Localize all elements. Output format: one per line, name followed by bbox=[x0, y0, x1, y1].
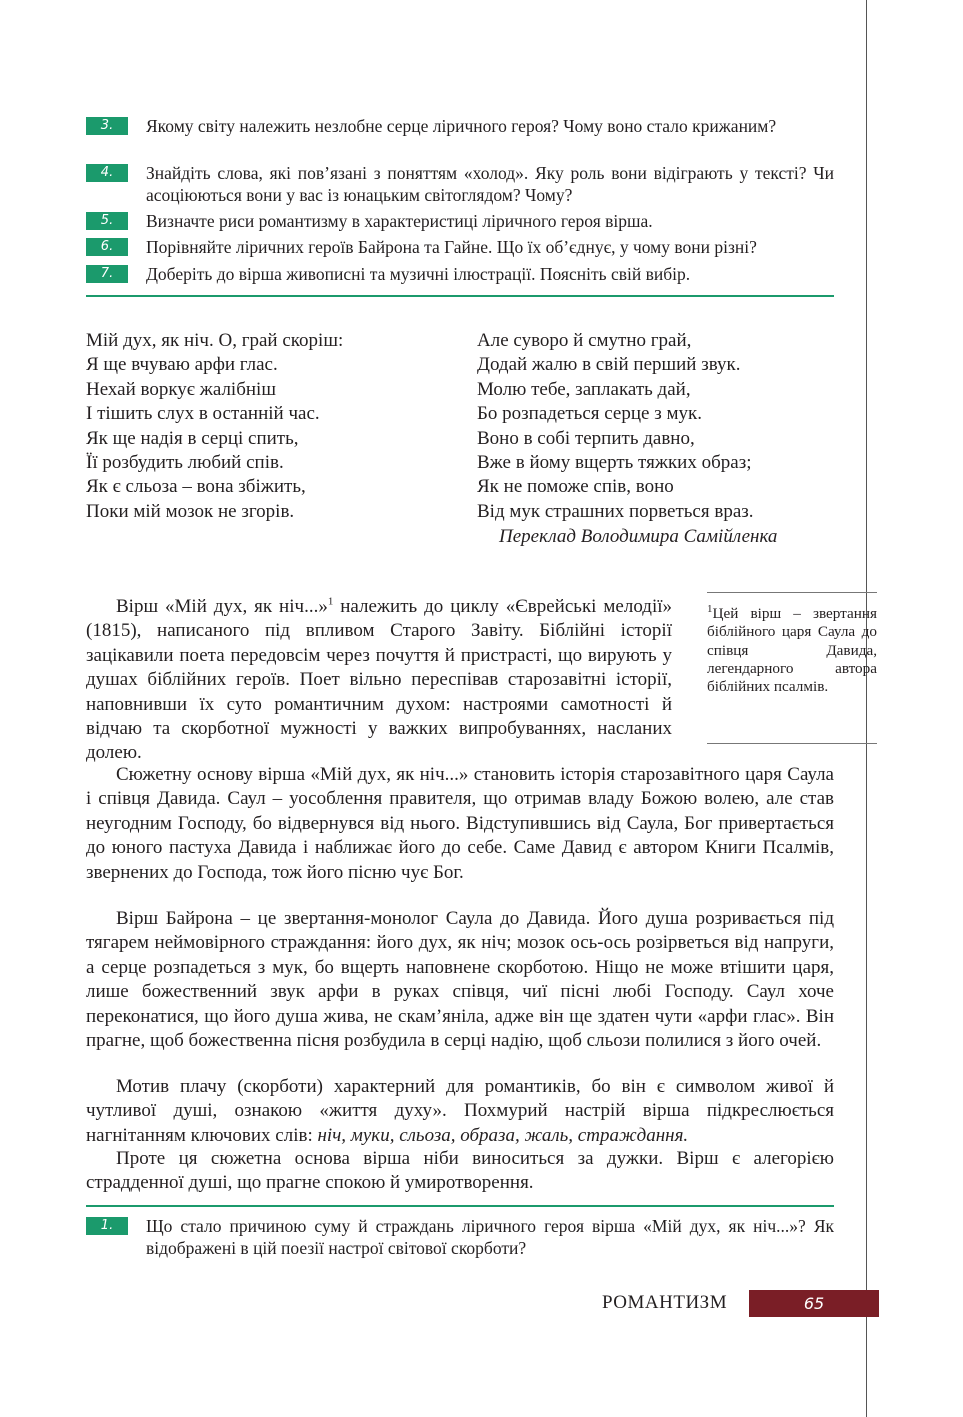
footnote-number: 1 bbox=[707, 602, 713, 615]
poem-line: Бо розпадеться серце з мук. bbox=[477, 403, 702, 425]
poem-line: Додай жалю в свій перший звук. bbox=[477, 354, 741, 376]
question-item bbox=[86, 162, 834, 206]
question-number-badge: 4. bbox=[86, 164, 128, 182]
translator-credit: Переклад Володимира Самійленка bbox=[499, 526, 778, 547]
section-divider bbox=[86, 295, 834, 297]
footnote-bottom-rule bbox=[707, 743, 877, 744]
poem-line: Як є сльоза – вона збіжить, bbox=[86, 476, 306, 498]
poem-line: Її розбудить любий спів. bbox=[86, 452, 284, 474]
poem-line: Вже в йому вщерть тяжких образ; bbox=[477, 452, 752, 474]
paragraph-text: належить до циклу «Єврейські мелодії» (1815), написаного під впливом Старого Завіту. Біблійні історії зацікавили поета передовсім через почуття й пристрасті, що вирують у душах біблійних героїв. Поет вільно переспівав старозавітні історії, наповнивши їх суто романтичним духом: настроями самотності й відчаю та скорботної мужності у важких випробуваннях, насланих долею. bbox=[86, 596, 672, 764]
paragraph-text: Проте ця сюжетна основа вірша ніби виноситься за дужки. Вірш є алегорією страдденної душі, що прагне спокою й умиротворення. bbox=[86, 1148, 834, 1194]
article-paragraph bbox=[86, 595, 672, 766]
article-paragraph bbox=[86, 907, 834, 1053]
footnote-content: Цей вірш – звертання біблійного царя Саула до співця Давида, легендарного автора біблійних псалмів. bbox=[707, 605, 877, 696]
question-number-badge: 6. bbox=[86, 238, 128, 256]
question-text: Доберіть до вірша живописні та музичні ілюстрації. Поясніть свій вибір. bbox=[146, 264, 691, 284]
poem-line: Як не поможе спів, воно bbox=[477, 476, 674, 498]
keywords-emphasis: ніч, муки, сльоза, образа, жаль, страждання. bbox=[317, 1124, 689, 1146]
poem-line: Але суворо й смутно грай, bbox=[477, 330, 692, 351]
question-text: Якому світу належить незлобне серце ліричного героя? Чому воно стало крижаним? bbox=[146, 116, 777, 136]
question-number-badge: 7. bbox=[86, 265, 128, 283]
section-divider bbox=[86, 1205, 834, 1207]
article-paragraph bbox=[86, 763, 834, 885]
question-number-badge: 1. bbox=[86, 1217, 128, 1235]
article-paragraph bbox=[86, 1147, 834, 1196]
poem-line: Як ще надія в серці спить, bbox=[86, 427, 299, 449]
poem-right-stanza bbox=[477, 329, 754, 524]
poem-line: Нехай воркує жалібніш bbox=[86, 378, 276, 400]
poem-left-stanza bbox=[86, 329, 343, 524]
question-text: Що стало причиною суму й страждань ліричного героя вірша «Мій дух, як ніч...»? Як відображені в цій поезії настрої світової скорботи? bbox=[146, 1216, 834, 1258]
paragraph-text: Вірш «Мій дух, як ніч...» bbox=[116, 596, 328, 617]
footnote-marker: 1 bbox=[327, 595, 334, 608]
question-item bbox=[86, 236, 834, 258]
poem-line: Я ще вчуваю арфи глас. bbox=[86, 354, 278, 376]
poem-line: Поки мій мозок не згорів. bbox=[86, 500, 295, 522]
question-text: Знайдіть слова, які пов’язані з поняттям «холод». Яку роль вони відіграють у тексті? Чи асоціюються вони у вас із юнацьким світоглядом? Чому? bbox=[146, 163, 834, 205]
section-title: РОМАНТИЗМ bbox=[602, 1292, 728, 1313]
question-text: Порівняйте ліричних героїв Байрона та Гайне. Що їх об’єднує, у чому вони різні? bbox=[146, 237, 757, 257]
poem-line: Молю тебе, заплакать дай, bbox=[477, 378, 691, 400]
question-item bbox=[86, 115, 834, 137]
footnote-box bbox=[707, 592, 877, 744]
poem-line: Від мук страшних порветься враз. bbox=[477, 500, 754, 522]
paragraph-text: Мотив плачу (скорботи) характерний для романтиків, бо він є символом живої й чутливої душі, ознакою «життя духу». Похмурий настрій вірша підкреслюється нагнітанням ключових слів: bbox=[86, 1076, 834, 1146]
question-item bbox=[86, 263, 834, 285]
footnote-top-rule bbox=[707, 592, 877, 593]
article-paragraph bbox=[86, 1075, 834, 1148]
paragraph-text: Сюжетну основу вірша «Мій дух, як ніч...» становить історія старозавітного царя Саула і співця Давида. Саул – уособлення правителя, що отримав владу Божою волею, але став неугодним Господу, бо відвернувся від нього. Відступившись від Саула, Бог привертається до юного пастуха Давида і наближає його до себе. Саме Давид є автором Книги Псалмів, звернених до Господа, тож його пісню чує Бог. bbox=[86, 764, 834, 883]
poem-line: Мій дух, як ніч. О, грай скоріш: bbox=[86, 330, 344, 351]
question-number-badge: 5. bbox=[86, 212, 128, 230]
footnote-text bbox=[707, 602, 877, 696]
page-number: 65 bbox=[749, 1290, 879, 1317]
poem-line: І тішить слух в останній час. bbox=[86, 403, 320, 425]
question-number-badge: 3. bbox=[86, 117, 128, 135]
question-item bbox=[86, 210, 834, 232]
question-text: Визначте риси романтизму в характеристиці ліричного героя вірша. bbox=[146, 211, 653, 231]
poem-line: Воно в собі терпить давно, bbox=[477, 427, 695, 449]
question-item bbox=[86, 1215, 834, 1259]
paragraph-text: Вірш Байрона – це звертання-монолог Саула до Давида. Його душа розривається під тягарем неймовірного страждання: його дух, як ніч; мозок ось-ось розірветься від напруги, а серце розпадеться з мук, бо вщерть наповнене скорботою. Ніщо не може втішити царя, лише божественний звук арфи в руках співця, чиї пісні любі Господу. Саул хоче переконатися, що його душа жива, не скам’яніла, адже він ще здатен чути «арфи глас». Він прагне, щоб божественна пісня розбудила в серці надію, щоб сльози полилися з його очей. bbox=[86, 908, 834, 1052]
